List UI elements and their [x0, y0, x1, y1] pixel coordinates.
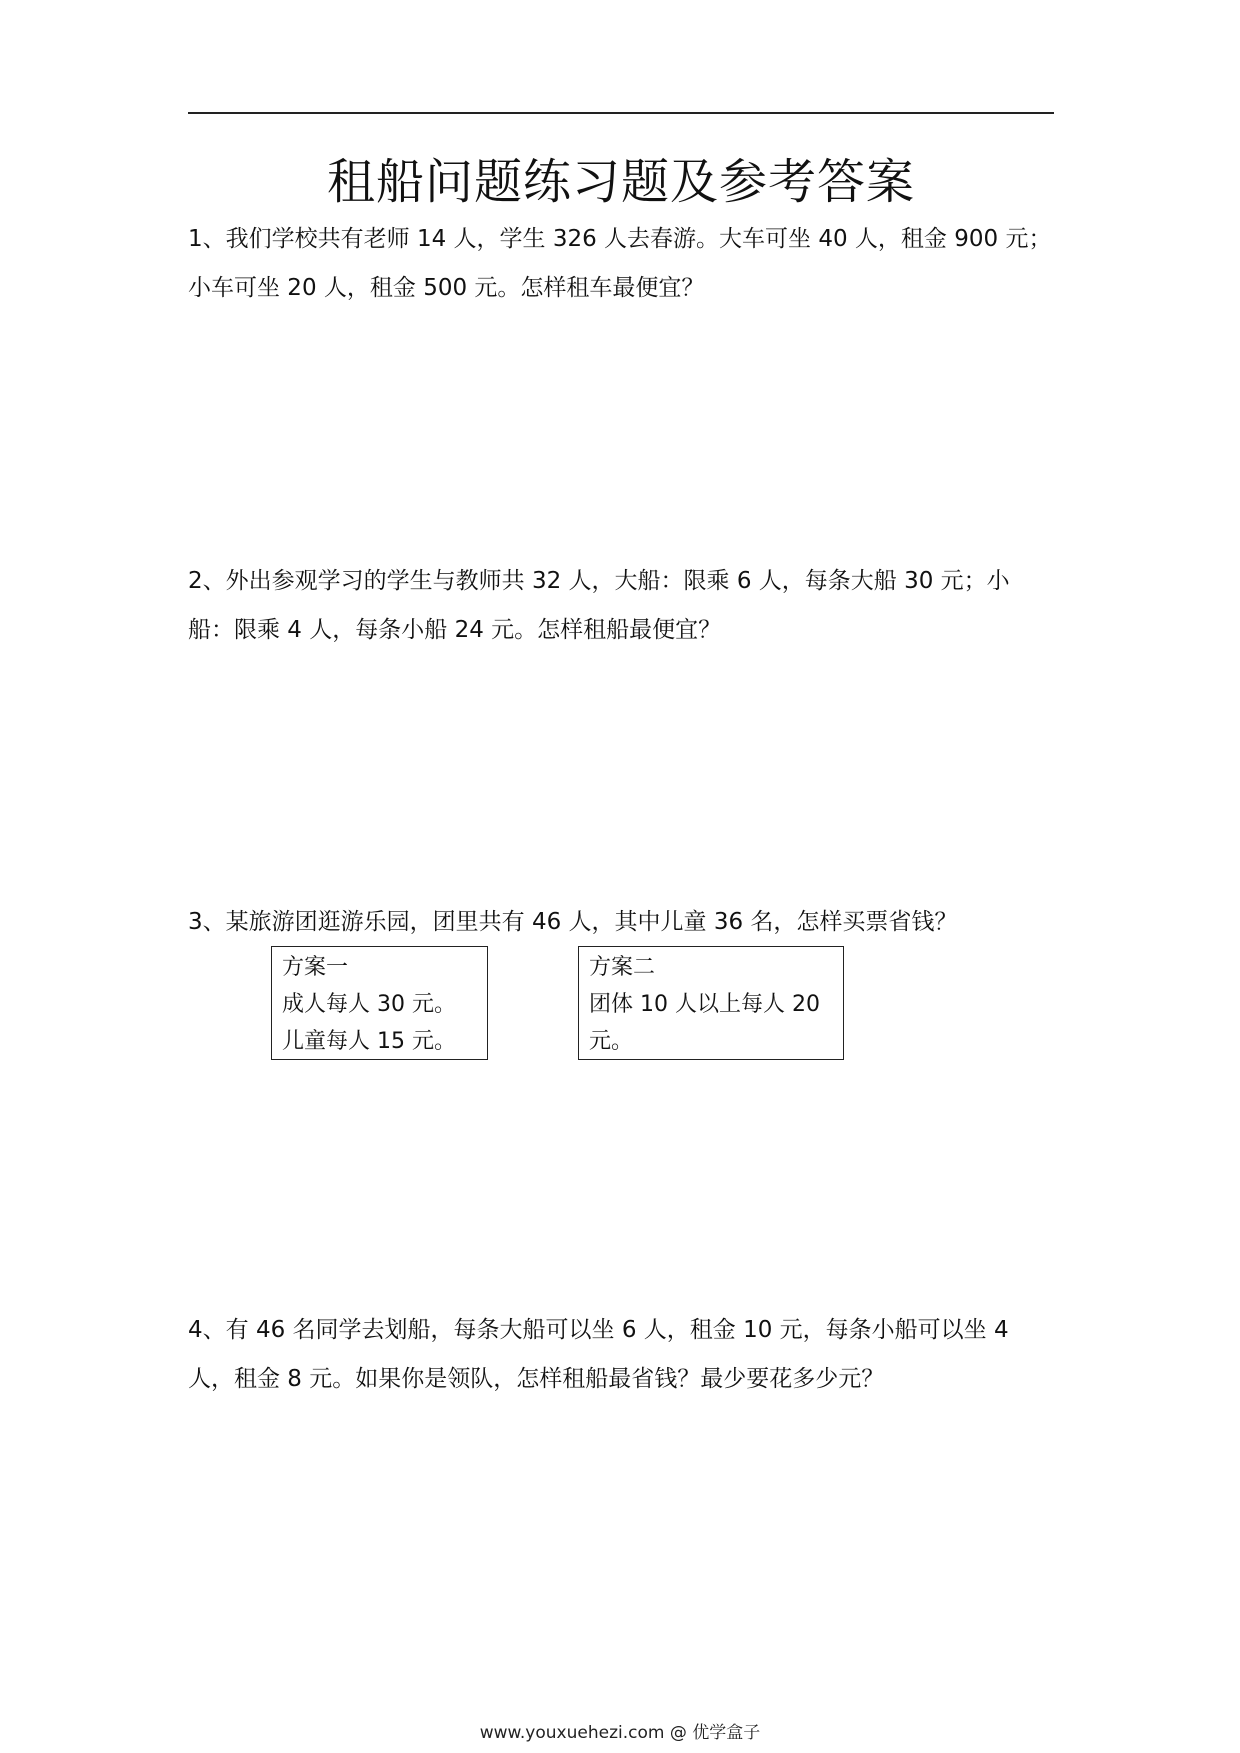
question-line: 3、某旅游团逛游乐园，团里共有 46 人，其中儿童 36 名，怎样买票省钱？ — [188, 909, 958, 935]
document-title: 租船问题练习题及参考答案 — [326, 154, 915, 210]
header-rule — [188, 112, 1054, 114]
plan-line: 团体 10 人以上每人 20 — [589, 992, 820, 1017]
question-line: 2、外出参观学习的学生与教师共 32 人，大船：限乘 6 人，每条大船 30 元；小 — [188, 568, 1010, 594]
question-line: 小车可坐 20 人，租金 500 元。怎样租车最便宜？ — [188, 275, 705, 301]
plan-line: 成人每人 30 元。 — [282, 992, 456, 1017]
question-line: 船：限乘 4 人，每条小船 24 元。怎样租船最便宜？ — [188, 617, 722, 643]
question-line: 4、有 46 名同学去划船，每条大船可以坐 6 人，租金 10 元，每条小船可以坐 4 — [188, 1317, 1009, 1343]
plan-two-box — [578, 946, 844, 1060]
plan-line: 元。 — [589, 1029, 634, 1054]
plan-title: 方案一 — [282, 955, 349, 980]
footer-watermark: www.youxuehezi.com @ 优学盒子 — [479, 1723, 761, 1743]
question-3 — [188, 898, 1056, 947]
question-2 — [188, 557, 1056, 655]
question-4 — [188, 1306, 1056, 1404]
question-line: 人，租金 8 元。如果你是领队，怎样租船最省钱？最少要花多少元？ — [188, 1366, 885, 1392]
question-1 — [188, 215, 1056, 313]
plan-one-box — [271, 946, 488, 1060]
plan-line: 儿童每人 15 元。 — [282, 1029, 456, 1054]
plan-title: 方案二 — [589, 955, 656, 980]
question-line: 1、我们学校共有老师 14 人，学生 326 人去春游。大车可坐 40 人，租金 900 元； — [188, 226, 1052, 252]
